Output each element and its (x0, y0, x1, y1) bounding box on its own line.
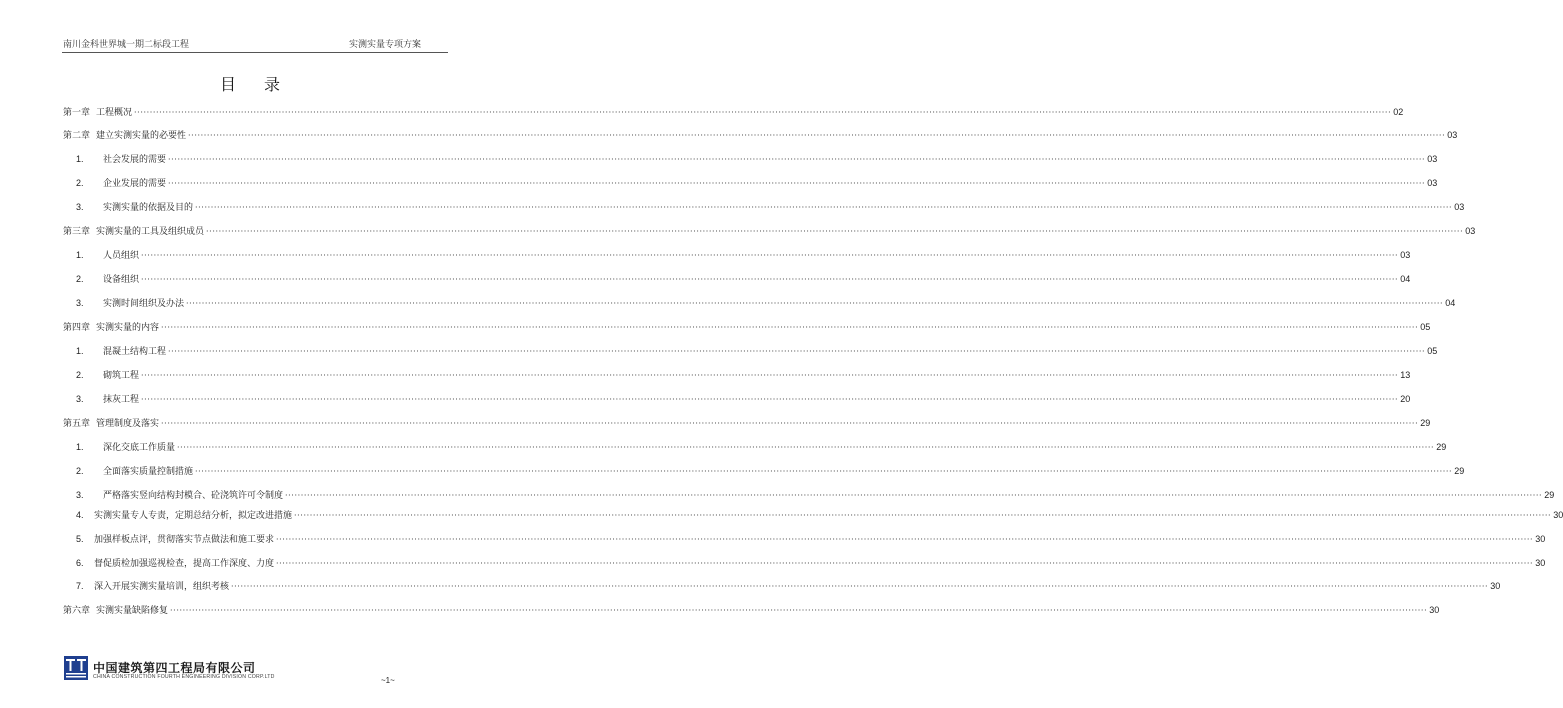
toc-dot-leader: ················································································································································································································································································································································································································ (285, 491, 1543, 500)
toc-dot-leader: ················································································································································································································································································································································································································ (161, 323, 1419, 332)
toc-dot-leader: ················································································································································································································································································································································································································ (134, 108, 1392, 117)
toc-chapter-label: 第三章 (63, 227, 91, 237)
toc-entry-title: 全面落实质量控制措施 (103, 467, 194, 477)
toc-entry-title: 建立实测实量的必要性 (96, 131, 187, 141)
toc-entry-title: 实测实量的工具及组织成员 (96, 227, 205, 237)
toc-entry-title: 社会发展的需要 (103, 155, 167, 165)
header-project-name: 南川金科世界城一期二标段工程 (63, 40, 190, 50)
toc-page-number: 29 (1436, 442, 1447, 452)
toc-section-number: 2. (76, 466, 84, 476)
toc-dot-leader: ················································································································································································································································································································································································································ (276, 535, 1534, 544)
toc-dot-leader: ················································································································································································································································································································································································································ (177, 443, 1435, 452)
toc-entry[interactable] (76, 369, 1411, 381)
toc-chapter-label: 第二章 (63, 131, 91, 141)
toc-entry[interactable] (76, 273, 1411, 285)
toc-page-number: 29 (1420, 418, 1431, 428)
toc-dot-leader: ················································································································································································································································································································································································································ (170, 606, 1428, 615)
toc-entry-title: 工程概况 (96, 108, 133, 118)
toc-entry-title: 人员组织 (103, 251, 140, 261)
toc-entry[interactable] (76, 441, 1447, 453)
page-number: ~1~ (381, 676, 395, 685)
toc-dot-leader: ················································································································································································································································································································································································································ (186, 299, 1444, 308)
toc-entry[interactable] (76, 465, 1465, 477)
toc-section-number: 3. (76, 298, 84, 308)
toc-entry-title: 管理制度及落实 (96, 419, 160, 429)
toc-section-number: 2. (76, 274, 84, 284)
toc-dot-leader: ················································································································································································································································································································································································································ (188, 131, 1446, 140)
toc-dot-leader: ················································································································································································································································································································································································································ (294, 511, 1552, 520)
toc-page-number: 20 (1400, 394, 1411, 404)
toc-section-number: 3. (76, 202, 84, 212)
toc-entry-title: 深入开展实测实量培训，组织考核 (94, 582, 230, 592)
toc-section-number: 2. (76, 370, 84, 380)
toc-entry-title: 严格落实竖向结构封模合、砼浇筑许可令制度 (103, 491, 284, 501)
toc-page-number: 30 (1490, 581, 1501, 591)
toc-page-number: 29 (1544, 490, 1555, 500)
toc-entry[interactable] (63, 225, 1476, 237)
toc-page-number: 05 (1427, 346, 1438, 356)
toc-section-number: 6. (76, 558, 84, 568)
toc-entry[interactable] (76, 489, 1555, 501)
toc-section-number: 1. (76, 442, 84, 452)
header-document-name: 实测实量专项方案 (349, 40, 422, 50)
toc-section-number: 2. (76, 178, 84, 188)
footer-company-english: CHINA CONSTRUCTION FOURTH ENGINEERING DIVISION CORP.LTD (93, 674, 275, 680)
toc-section-number: 7. (76, 581, 84, 591)
toc-entry-title: 企业发展的需要 (103, 179, 167, 189)
toc-dot-leader: ················································································································································································································································································································································································································ (195, 467, 1453, 476)
toc-entry-title: 督促质检加强巡视检查，提高工作深度、力度 (94, 559, 275, 569)
toc-page-number: 03 (1427, 154, 1438, 164)
toc-page-number: 03 (1454, 202, 1465, 212)
toc-entry-title: 实测实量专人专责，定期总结分析，拟定改进措施 (94, 511, 293, 521)
toc-entry-title: 实测实量的内容 (96, 323, 160, 333)
toc-entry[interactable] (76, 509, 1563, 521)
toc-entry[interactable] (76, 153, 1438, 165)
toc-chapter-label: 第五章 (63, 419, 91, 429)
toc-page-number: 03 (1400, 250, 1411, 260)
toc-entry-title: 深化交底工作质量 (103, 443, 176, 453)
toc-entry[interactable] (76, 393, 1411, 405)
toc-title: 目录 (219, 75, 308, 94)
toc-dot-leader: ················································································································································································································································································································································································································ (168, 347, 1426, 356)
toc-dot-leader: ················································································································································································································································································································································································································ (231, 582, 1489, 591)
toc-entry[interactable] (76, 557, 1546, 569)
toc-entry-title: 实测时间组织及办法 (103, 299, 185, 309)
toc-entry[interactable] (63, 129, 1458, 141)
toc-page-number: 04 (1445, 298, 1456, 308)
toc-entry-title: 抹灰工程 (103, 395, 140, 405)
toc-page-number: 03 (1447, 130, 1458, 140)
toc-section-number: 4. (76, 510, 84, 520)
toc-dot-leader: ················································································································································································································································································································································································································ (206, 227, 1464, 236)
toc-dot-leader: ················································································································································································································································································································································································································ (161, 419, 1419, 428)
toc-section-number: 1. (76, 154, 84, 164)
toc-entry[interactable] (76, 177, 1438, 189)
toc-chapter-label: 第一章 (63, 108, 91, 118)
toc-entry-title: 实测实量的依据及目的 (103, 203, 194, 213)
toc-page-number: 30 (1535, 534, 1546, 544)
toc-section-number: 3. (76, 394, 84, 404)
toc-section-number: 3. (76, 490, 84, 500)
toc-entry[interactable] (76, 345, 1438, 357)
toc-page-number: 30 (1553, 510, 1563, 520)
toc-entry-title: 砌筑工程 (103, 371, 140, 381)
toc-entry[interactable] (63, 321, 1431, 333)
toc-dot-leader: ················································································································································································································································································································································································································ (141, 395, 1399, 404)
toc-dot-leader: ················································································································································································································································································································································································································ (168, 155, 1426, 164)
toc-dot-leader: ················································································································································································································································································································································································································ (195, 203, 1453, 212)
cscec-logo-icon (64, 656, 88, 680)
toc-page-number: 13 (1400, 370, 1411, 380)
toc-page-number: 29 (1454, 466, 1465, 476)
toc-section-number: 5. (76, 534, 84, 544)
toc-entry[interactable] (76, 580, 1501, 592)
toc-entry[interactable] (76, 201, 1465, 213)
toc-page-number: 04 (1400, 274, 1411, 284)
toc-entry-title: 设备组织 (103, 275, 140, 285)
toc-dot-leader: ················································································································································································································································································································································································································ (141, 251, 1399, 260)
toc-chapter-label: 第四章 (63, 323, 91, 333)
toc-page-number: 02 (1393, 107, 1404, 117)
toc-page-number: 30 (1535, 558, 1546, 568)
toc-entry[interactable] (63, 604, 1440, 616)
toc-entry-title: 混凝土结构工程 (103, 347, 167, 357)
toc-entry[interactable] (76, 533, 1546, 545)
toc-entry[interactable] (63, 417, 1431, 429)
toc-page-number: 03 (1427, 178, 1438, 188)
toc-entry-title: 加强样板点评，贯彻落实节点做法和施工要求 (94, 535, 275, 545)
toc-page-number: 03 (1465, 226, 1476, 236)
toc-dot-leader: ················································································································································································································································································································································································································ (276, 559, 1534, 568)
toc-entry-title: 实测实量缺陷修复 (96, 606, 169, 616)
toc-chapter-label: 第六章 (63, 606, 91, 616)
toc-entry[interactable] (63, 106, 1404, 118)
footer-company-name: 中国建筑第四工程局有限公司 (93, 661, 256, 675)
toc-entry[interactable] (76, 249, 1411, 261)
toc-dot-leader: ················································································································································································································································································································································································································ (141, 275, 1399, 284)
toc-dot-leader: ················································································································································································································································································································································································································ (168, 179, 1426, 188)
toc-page-number: 30 (1429, 605, 1440, 615)
toc-entry[interactable] (76, 297, 1456, 309)
toc-dot-leader: ················································································································································································································································································································································································································ (141, 371, 1399, 380)
toc-section-number: 1. (76, 346, 84, 356)
toc-page-number: 05 (1420, 322, 1431, 332)
toc-section-number: 1. (76, 250, 84, 260)
